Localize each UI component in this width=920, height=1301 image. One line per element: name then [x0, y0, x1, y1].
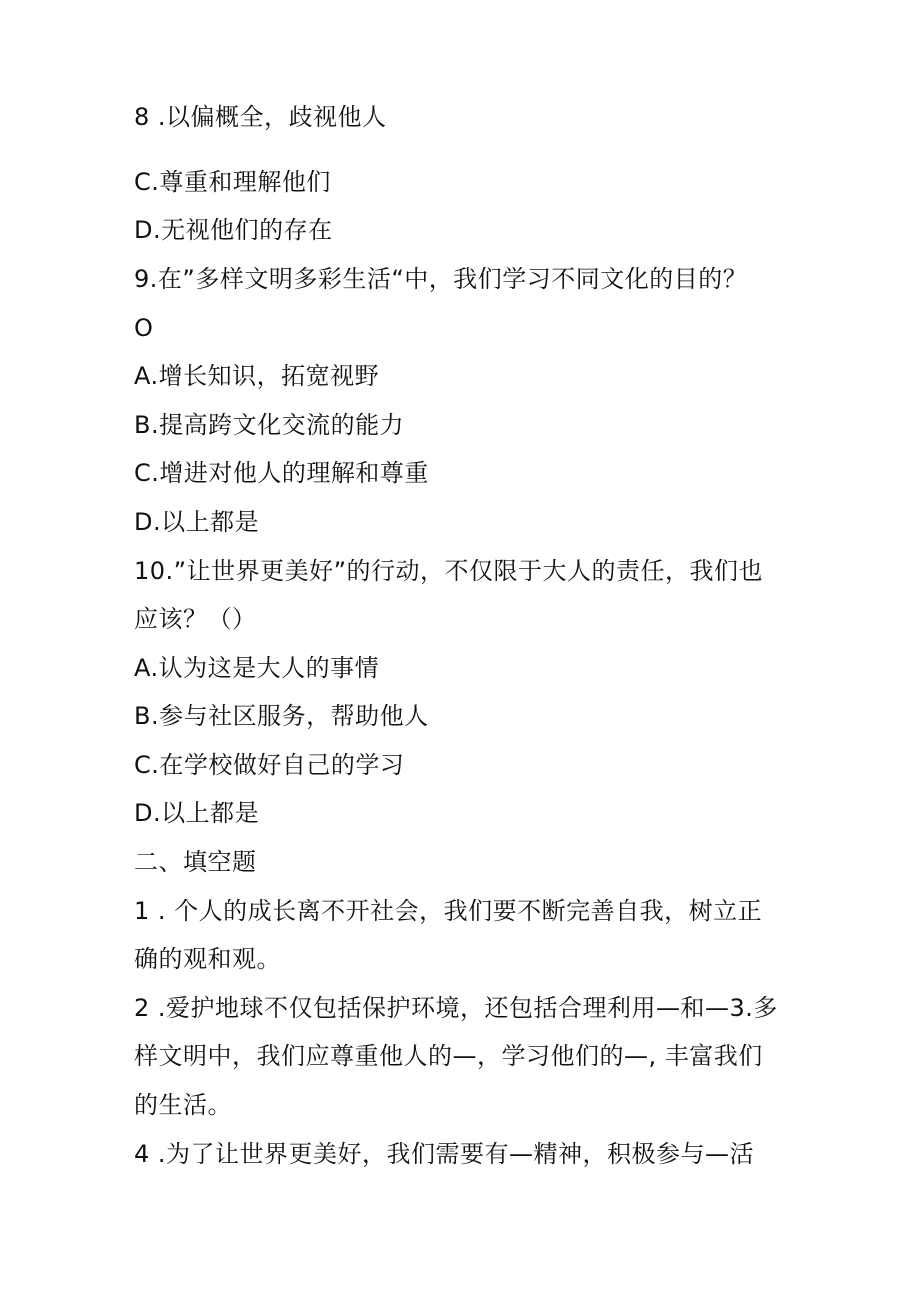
question-9-option-b: B.提高跨文化交流的能力 [134, 411, 405, 439]
question-9-option-d: D.以上都是 [134, 508, 260, 536]
fill-question-1: 1 . 个人的成长离不开社会，我们要不断完善自我，树立正 [134, 897, 763, 925]
question-10-option-b: B.参与社区服务，帮助他人 [134, 702, 429, 730]
question-9-option-a: A.增长知识，拓宽视野 [134, 362, 380, 390]
question-10-cont: 应该？（） [134, 605, 257, 633]
option-line-d: D.无视他们的存在 [134, 216, 333, 244]
section-heading: 二、填空题 [134, 848, 257, 876]
question-10: 10.”让世界更美好”的行动，不仅限于大人的责任，我们也 [134, 557, 764, 585]
fill-question-4: 4 .为了让世界更美好，我们需要有—精神，积极参与—活 [134, 1140, 755, 1168]
question-10-option-d: D.以上都是 [134, 799, 260, 827]
question-9-option-c: C.增进对他人的理解和尊重 [134, 459, 429, 487]
option-line-c: C.尊重和理解他们 [134, 168, 331, 196]
option-line-8-a: 8 .以偏概全，歧视他人 [134, 103, 387, 131]
question-10-option-c: C.在学校做好自己的学习 [134, 751, 405, 779]
fill-question-3-cont: 样文明中，我们应尊重他人的—，学习他们的—, 丰富我们 [134, 1042, 763, 1070]
question-10-option-a: A.认为这是大人的事情 [134, 654, 380, 682]
question-9: 9.在”多样文明多彩生活“中，我们学习不同文化的目的？ [134, 265, 748, 293]
fill-question-1-cont: 确的观和观。 [134, 945, 281, 973]
question-9-blank: O [134, 314, 154, 342]
fill-question-3-end: 的生活。 [134, 1091, 232, 1119]
fill-question-2: 2 .爱护地球不仅包括保护环境，还包括合理利用—和—3.多 [134, 994, 778, 1022]
